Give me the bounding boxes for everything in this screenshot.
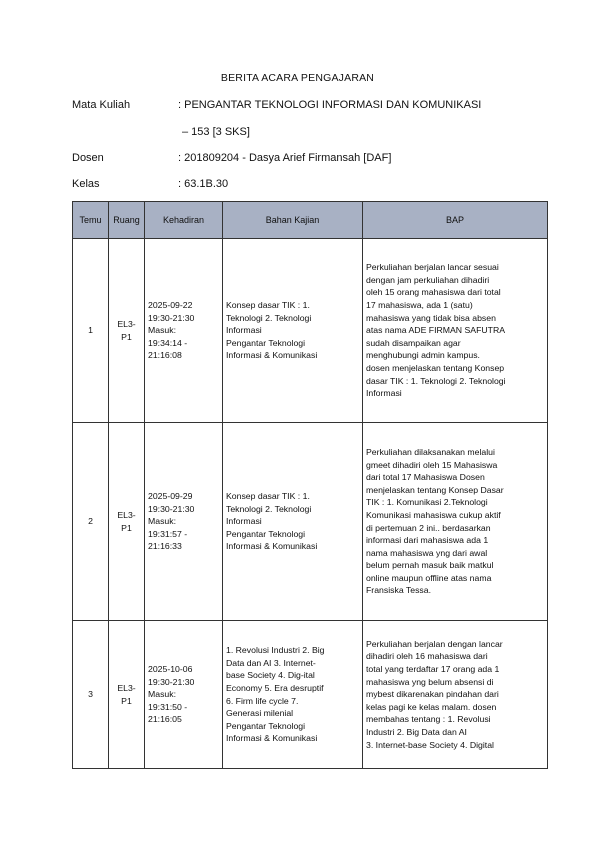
ruang-line-2: P1 (121, 695, 132, 706)
header-bahan-kajian: Bahan Kajian (223, 202, 363, 239)
kehadiran-masuk: 19:31:50 - (148, 701, 188, 712)
kehadiran-date: 2025-10-06 (148, 664, 193, 675)
cell-bahan-kajian (223, 621, 363, 769)
document-title: BERITA ACARA PENGAJARAN (220, 72, 375, 84)
table-row (73, 423, 548, 621)
kehadiran-date: 2025-09-29 (148, 491, 193, 502)
mata-kuliah-sks: – 153 [3 SKS] (182, 126, 250, 138)
kelas-label: Kelas (72, 178, 100, 190)
bahan-kajian-text: 1. Revolusi Industri 2. Big Data dan AI 3. Internet- base Society 4. Dig-ital Economy 5. Era desruptif 6. Firm life cycle 7. Generasi milenial Pengantar Teknologi Informasi & Komunikasi (226, 645, 325, 744)
ruang-line-2: P1 (121, 331, 132, 342)
ruang-line-2: P1 (121, 522, 132, 533)
header-ruang: Ruang (109, 202, 145, 239)
kelas-value: : 63.1B.30 (178, 178, 229, 190)
kehadiran-masuk-label: Masuk: (148, 325, 177, 336)
bap-text: Perkuliahan berjalan dengan lancar dihadiri oleh 16 mahasiswa dari total yang terdaftar 17 orang ada 1 mahasiswa yng belum absensi di mybest dikarenakan pindahan dari kelas pagi ke kelas malam. dosen membahas tentang : 1. Revolusi Industri 2. Big Data dan AI 3. Internet-base Society 4. Digital (366, 638, 503, 750)
cell-kehadiran (145, 621, 223, 769)
kehadiran-keluar: 21:16:08 (148, 350, 182, 361)
table-row (73, 621, 548, 769)
kehadiran-time: 19:30-21:30 (148, 312, 195, 323)
cell-temu: 2 (73, 423, 109, 621)
ruang-line-1: EL3- (117, 509, 136, 520)
kehadiran-date: 2025-09-22 (148, 300, 193, 311)
kehadiran-keluar: 21:16:05 (148, 714, 182, 725)
kehadiran-time: 19:30-21:30 (148, 503, 195, 514)
cell-bap (363, 423, 548, 621)
cell-ruang (109, 239, 145, 423)
kehadiran-masuk: 19:34:14 - (148, 337, 188, 348)
header-bap: BAP (363, 202, 548, 239)
header-temu: Temu (73, 202, 109, 239)
cell-temu: 3 (73, 621, 109, 769)
bahan-kajian-text: Konsep dasar TIK : 1. Teknologi 2. Teknologi Informasi Pengantar Teknologi Informasi & Komunikasi (226, 300, 318, 361)
kehadiran-masuk-label: Masuk: (148, 516, 177, 527)
table-row (73, 239, 548, 423)
cell-ruang (109, 621, 145, 769)
bap-table (72, 201, 548, 769)
bap-text: Perkuliahan dilaksanakan melalui gmeet dihadiri oleh 15 Mahasiswa dari total 17 Mahasiswa Dosen menjelaskan tentang Konsep Dasar TIK : 1. Komunikasi 2.Teknologi Komunikasi mahasiswa cukup aktif di pertemuan 2 ini.. berdasarkan informasi dari mahasiswa ada 1 nama mahasiswa yng dari awal belum pernah masuk baik matkul online maupun offline atas nama Fransiska Tessa. (366, 446, 504, 596)
mata-kuliah-value: : PENGANTAR TEKNOLOGI INFORMASI DAN KOMUNIKASI (178, 99, 482, 111)
cell-kehadiran (145, 423, 223, 621)
cell-bap (363, 239, 548, 423)
cell-bahan-kajian (223, 239, 363, 423)
bahan-kajian-text: Konsep dasar TIK : 1. Teknologi 2. Teknologi Informasi Pengantar Teknologi Informasi & Komunikasi (226, 491, 318, 552)
table-header-row (73, 202, 548, 239)
bap-text: Perkuliahan berjalan lancar sesuai dengan jam perkuliahan dihadiri oleh 15 orang mahasiswa dari total 17 mahasiswa, ada 1 (satu) mahasiswa yang tidak bisa absen atas nama ADE FIRMAN SAFUTRA sudah disampaikan agar menghubungi admin kampus. dosen menjelaskan tentang Konsep dasar TIK : 1. Teknologi 2. Teknologi Informasi (366, 262, 506, 399)
cell-bap (363, 621, 548, 769)
kehadiran-time: 19:30-21:30 (148, 676, 195, 687)
kehadiran-masuk: 19:31:57 - (148, 528, 188, 539)
dosen-label: Dosen (72, 152, 104, 164)
kehadiran-masuk-label: Masuk: (148, 689, 177, 700)
ruang-line-1: EL3- (117, 318, 136, 329)
cell-kehadiran (145, 239, 223, 423)
cell-bahan-kajian (223, 423, 363, 621)
kehadiran-keluar: 21:16:33 (148, 541, 182, 552)
cell-ruang (109, 423, 145, 621)
mata-kuliah-label: Mata Kuliah (72, 99, 131, 111)
cell-temu: 1 (73, 239, 109, 423)
ruang-line-1: EL3- (117, 682, 136, 693)
header-kehadiran: Kehadiran (145, 202, 223, 239)
dosen-value: : 201809204 - Dasya Arief Firmansah [DAF] (178, 152, 392, 164)
